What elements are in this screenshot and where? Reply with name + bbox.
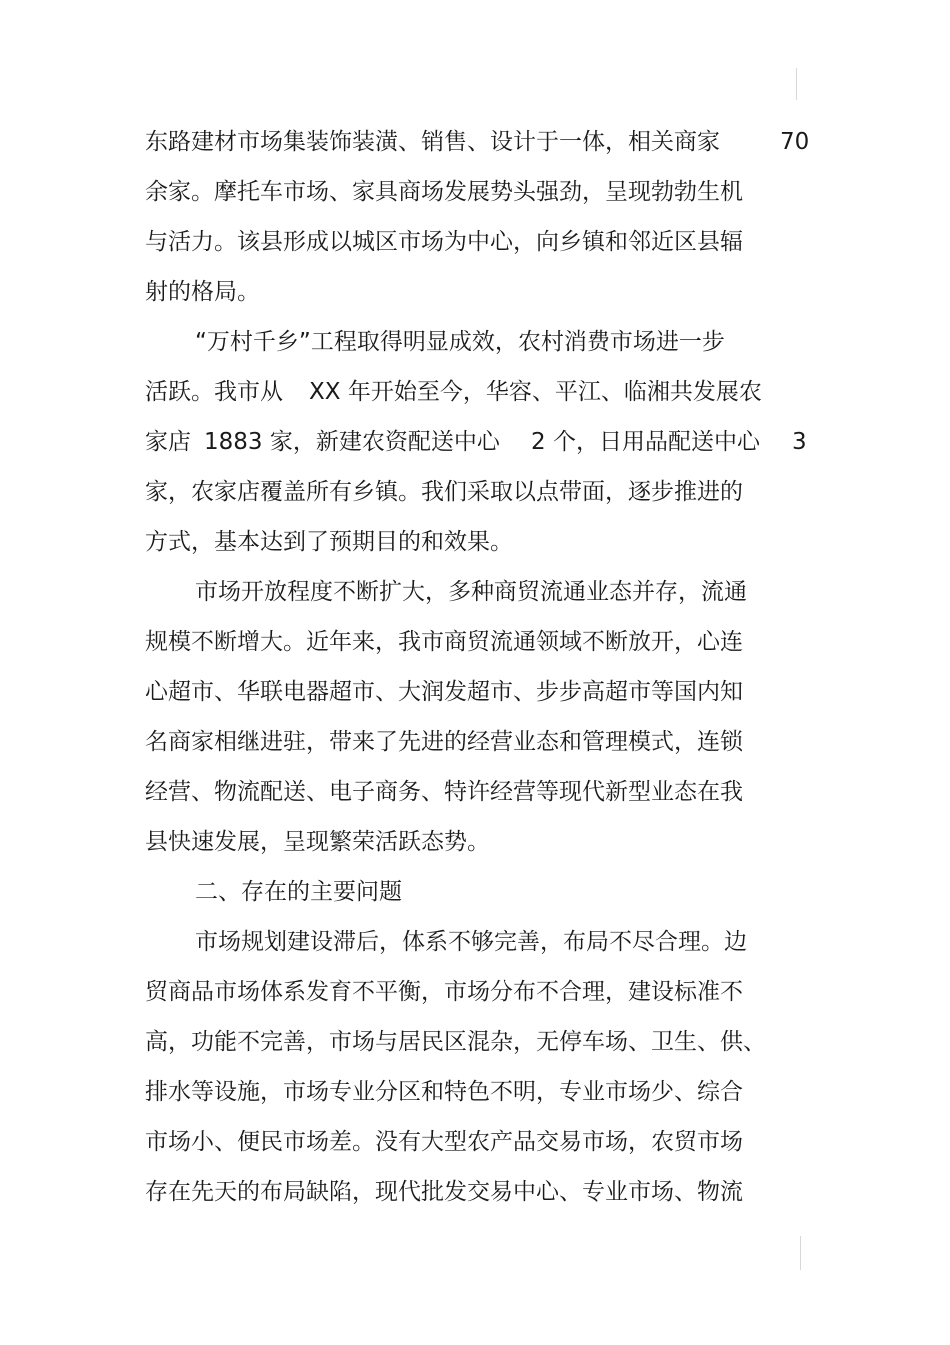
text-segment: 高，功能不完善，市场与居民区混杂，无停车场、卫生、供、 [145,1029,766,1055]
text-segment: 县快速发展，呈现繁荣活跃态势。 [145,829,490,855]
text-segment: 心超市、华联电器超市、大润发超市、步步高超市等国内知 [145,679,743,705]
text-segment: 名商家相继进驻，带来了先进的经营业态和管理模式，连锁 [145,729,743,755]
text-line [0,975,950,1009]
bottom-edge-mark [800,1236,801,1270]
text-line [0,275,950,309]
text-line [0,1125,950,1159]
text-line [0,425,950,459]
text-line [0,825,950,859]
text-line [0,575,950,609]
text-segment: 射的格局。 [145,279,260,305]
text-segment: 经营、物流配送、电子商务、特许经营等现代新型业态在我 [145,779,743,805]
text-line [0,1075,950,1109]
text-line [0,725,950,759]
text-segment: 排水等设施，市场专业分区和特色不明，专业市场少、综合 [145,1079,743,1105]
text-segment: 市场开放程度不断扩大，多种商贸流通业态并存，流通 [195,579,747,605]
text-segment: 家店 [145,429,191,455]
text-segment: XX 年开始至今，华容、平江、临湘共发展农 [309,379,762,405]
section-heading [0,875,950,909]
text-segment: 家，农家店覆盖所有乡镇。我们采取以点带面，逐步推进的 [145,479,743,505]
text-line [0,375,950,409]
text-line [0,125,950,159]
text-segment: 方式，基本达到了预期目的和效果。 [145,529,513,555]
text-segment: 2 个，日用品配送中心 [531,429,760,455]
text-segment: 东路建材市场集装饰装潢、销售、设计于一体，相关商家 [145,129,720,155]
text-segment: 二、存在的主要问题 [195,879,402,905]
text-segment: “万村千乡”工程取得明显成效，农村消费市场进一步 [195,329,725,355]
text-segment: 1883 家，新建农资配送中心 [204,429,500,455]
text-segment: 贸商品市场体系发育不平衡，市场分布不合理，建设标准不 [145,979,743,1005]
text-segment: 市场小、便民市场差。没有大型农产品交易市场，农贸市场 [145,1129,743,1155]
text-line [0,225,950,259]
text-segment: 存在先天的布局缺陷，现代批发交易中心、专业市场、物流 [145,1179,743,1205]
text-line [0,625,950,659]
text-segment: 活跃。我市从 [145,379,283,405]
text-segment: 余家。摩托车市场、家具商场发展势头强劲，呈现勃勃生机 [145,179,743,205]
text-segment: 规模不断增大。近年来，我市商贸流通领域不断放开，心连 [145,629,743,655]
top-edge-mark [796,68,797,100]
text-line [0,525,950,559]
text-line [0,325,950,359]
text-line [0,1175,950,1209]
text-segment: 70 [780,129,810,155]
text-segment: 市场规划建设滞后，体系不够完善，布局不尽合理。边 [195,929,747,955]
text-segment: 3 [792,429,807,455]
text-line [0,925,950,959]
text-line [0,175,950,209]
text-segment: 与活力。该县形成以城区市场为中心，向乡镇和邻近区县辐 [145,229,743,255]
text-line [0,1025,950,1059]
text-line [0,675,950,709]
text-line [0,775,950,809]
text-line [0,475,950,509]
